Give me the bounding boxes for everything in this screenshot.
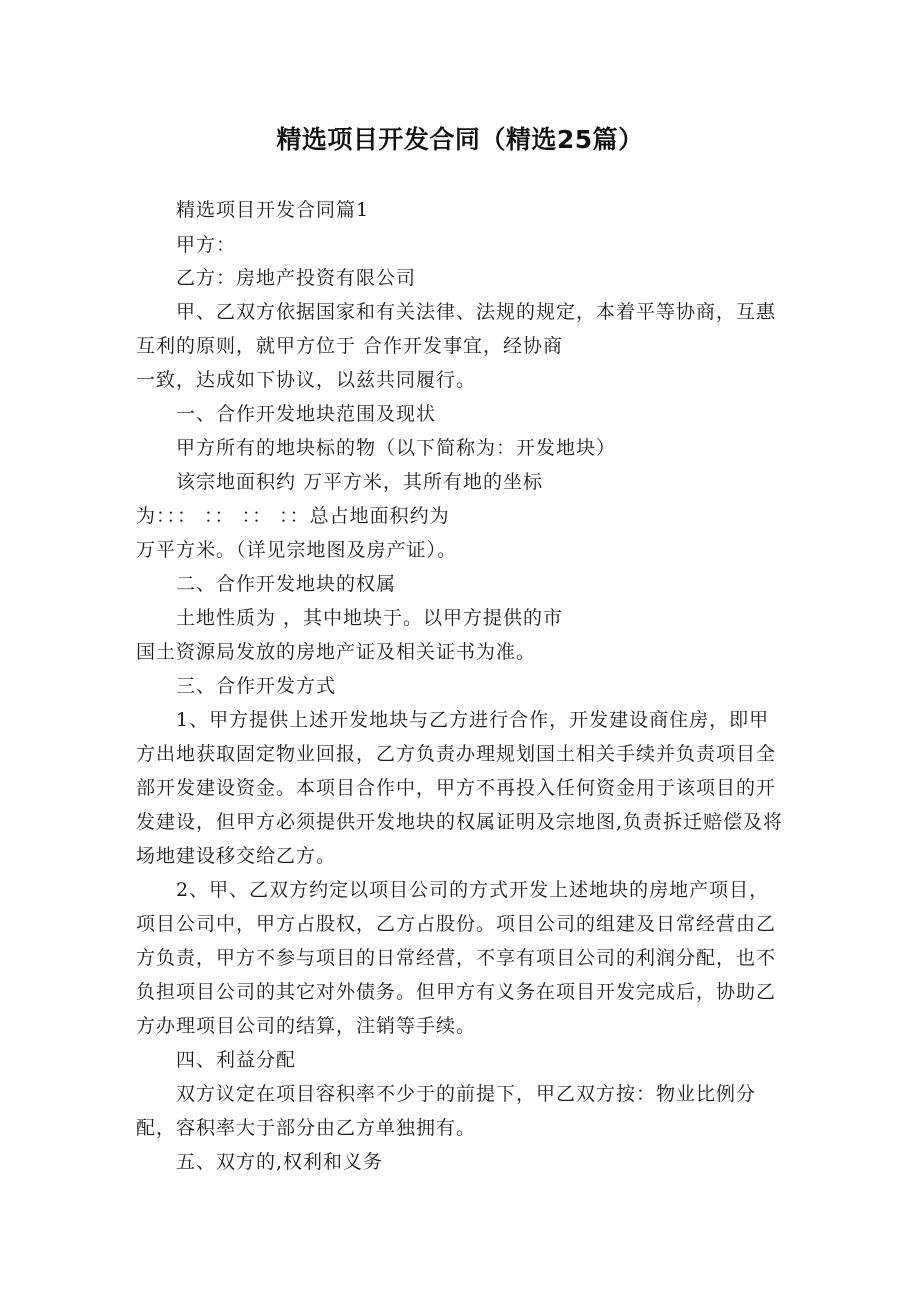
paragraph-line: 为：：： ：： ：： ：：总占地面积约为 [136,505,450,527]
paragraph-line: 甲方所有的地块标的物（以下简称为：开发地块） [176,437,617,459]
paragraph-line: 部开发建设资金。本项目合作中，甲方不再投入任何资金用于该项目的开 [136,777,777,799]
paragraph-line: 发建设，但甲方必须提供开发地块的权属证明及宗地图,负责拆迁赔偿及将 [136,811,784,833]
paragraph-line: 土地性质为 ，其中地块于。以甲方提供的市 [176,607,564,629]
paragraph-line: 方负责，甲方不参与项目的日常经营，不享有项目公司的利润分配，也不 [136,947,777,969]
clause-heading: 三、合作开发方式 [176,675,337,697]
paragraph-line: 2、甲、乙双方约定以项目公司的方式开发上述地块的房地产项目， [176,879,770,901]
paragraph-line: 万平方米。（详见宗地图及房产证）。 [136,539,458,561]
paragraph-line: 项目公司中，甲方占股权，乙方占股份。项目公司的组建及日常经营由乙 [136,913,777,935]
clause-heading: 二、合作开发地块的权属 [176,573,397,595]
paragraph-line: 负担项目公司的其它对外债务。但甲方有义务在项目开发完成后，协助乙 [136,981,777,1003]
paragraph-line: 双方议定在项目容积率不少于的前提下，甲乙双方按：物业比例分 [176,1083,757,1105]
paragraph-line: 国土资源局发放的房地产证及相关证书为准。 [136,641,537,663]
clause-heading: 五、双方的,权利和义务 [176,1151,384,1173]
paragraph-line: 该宗地面积约 万平方米，其所有地的坐标 [176,471,544,493]
paragraph-line: 方出地获取固定物业回报，乙方负责办理规划国土相关手续并负责项目全 [136,743,777,765]
clause-heading: 四、利益分配 [176,1049,297,1071]
party-b-line: 乙方：房地产投资有限公司 [176,267,417,289]
paragraph-line: 甲、乙双方依据国家和有关法律、法规的规定，本着平等协商，互惠 [176,301,777,323]
clause-heading: 一、合作开发地块范围及现状 [176,403,437,425]
paragraph-line: 一致，达成如下协议，以兹共同履行。 [136,369,477,391]
party-a-line: 甲方： [176,234,237,256]
paragraph-line: 配，容积率大于部分由乙方单独拥有。 [136,1117,477,1139]
paragraph-line: 方办理项目公司的结算，注销等手续。 [136,1015,477,1037]
paragraph-line: 场地建设移交给乙方。 [136,845,337,867]
paragraph-line: 互利的原则，就甲方位于 合作开发事宜，经协商 [136,335,564,357]
section-heading: 精选项目开发合同篇1 [176,199,370,221]
paragraph-line: 1、甲方提供上述开发地块与乙方进行合作，开发建设商住房，即甲 [176,709,770,731]
document-title: 精选项目开发合同（精选25篇） [276,125,644,154]
